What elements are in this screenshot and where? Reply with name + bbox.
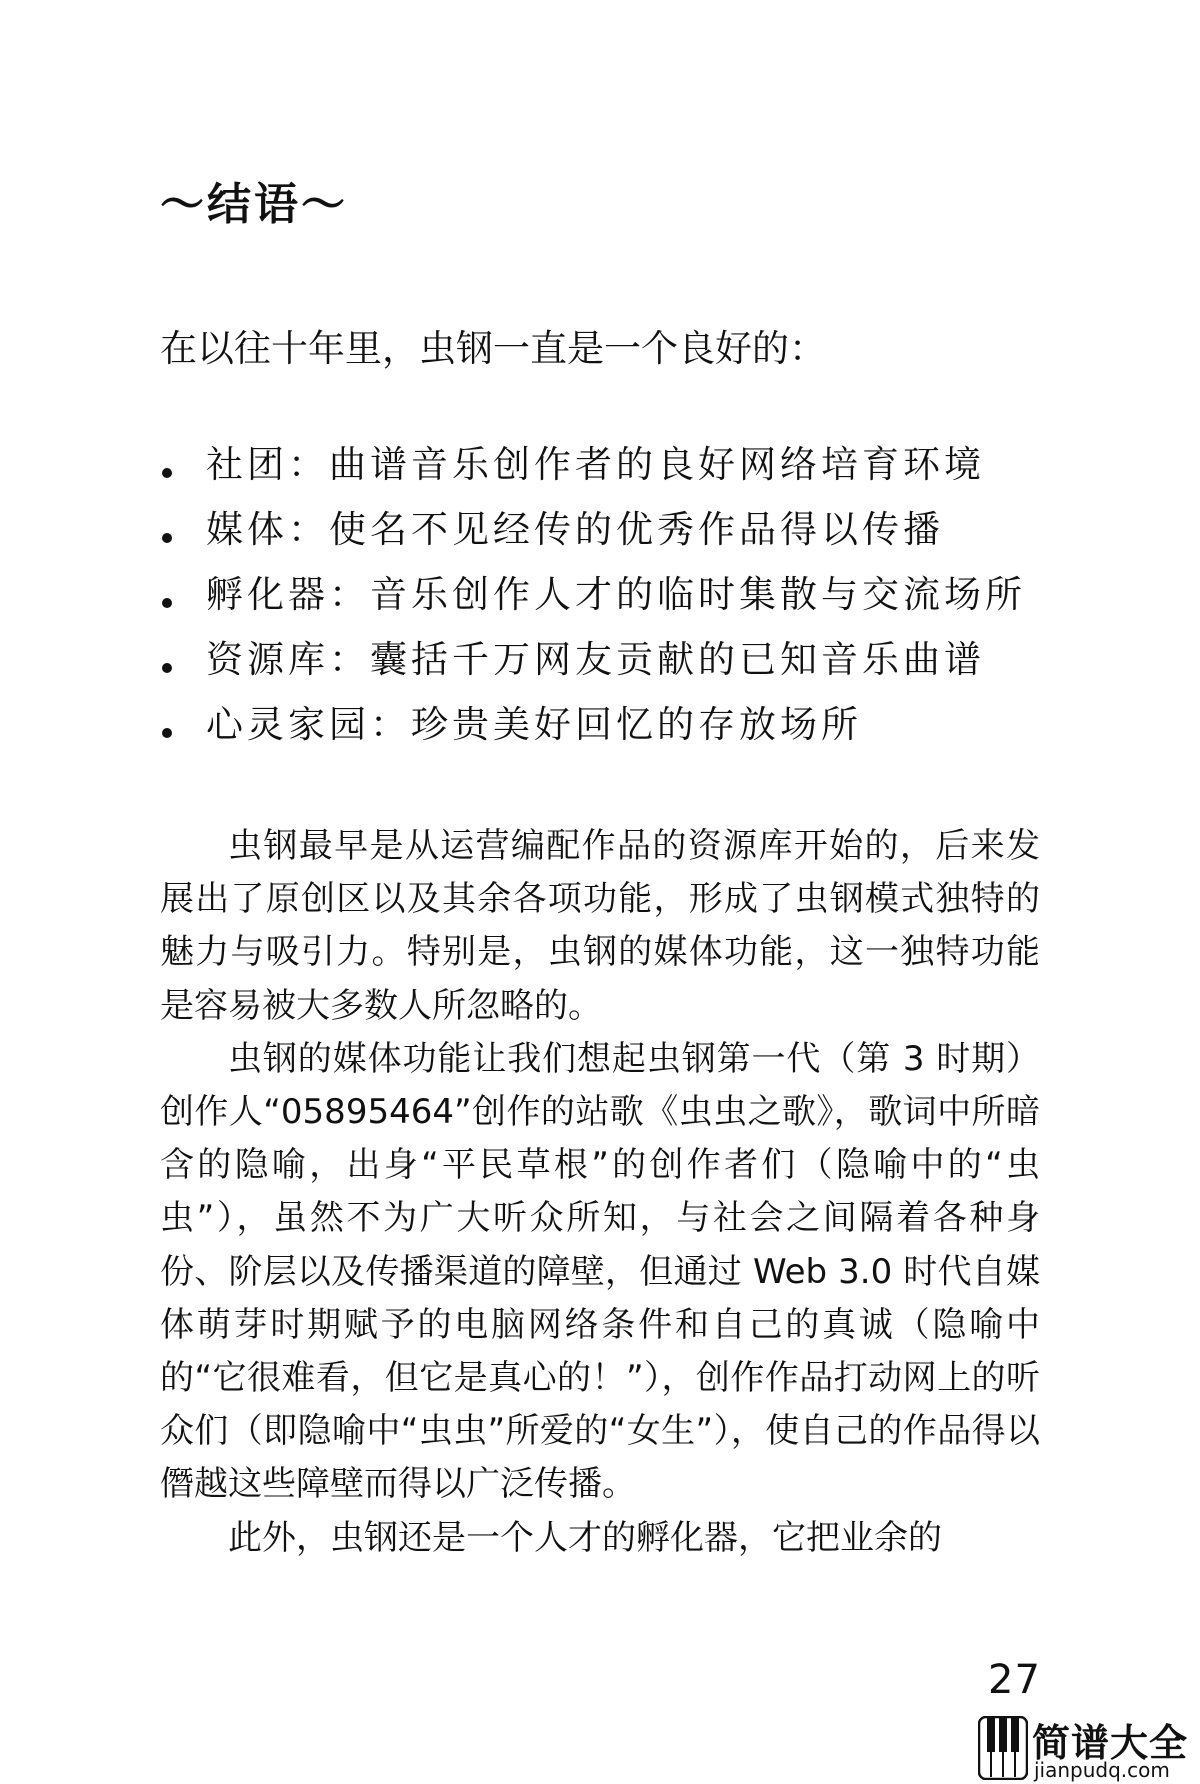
paragraph: 虫钢最早是从运营编配作品的资源库开始的，后来发展出了原创区以及其余各项功能，形成了虫钢模式独特的魅力与吸引力。特别是，虫钢的媒体功能，这一独特功能是容易被大多数人所忽略的。 xyxy=(160,826,1040,1026)
watermark-logo xyxy=(978,1714,1200,1784)
bullet-dot-icon xyxy=(162,598,172,608)
bullet-dot-icon xyxy=(162,468,172,478)
section-heading: ～结语～ xyxy=(160,179,348,230)
watermark-url: jianpudq.com xyxy=(1034,1758,1170,1782)
body-text xyxy=(160,820,1040,1565)
bullet-text: 资源库：囊括千万网友贡献的已知音乐曲谱 xyxy=(206,638,985,681)
bullet-text: 媒体：使名不见经传的优秀作品得以传播 xyxy=(206,508,944,551)
paragraph: 虫钢的媒体功能让我们想起虫钢第一代（第 3 时期）创作人“05895464”创作的站歌《虫虫之歌》，歌词中所暗含的隐喻，出身“平民草根”的创作者们（隐喻中的“虫虫”），虽然不为广大听众所知，与社会之间隔着各种身份、阶层以及传播渠道的障壁，但通过 Web 3.0 时代自媒体萌芽时期赋予的电脑网络条件和自己的真诚（隐喻中的“它很难看，但它是真心的！”），创作作品打动网上的听众们（即隐喻中“虫虫”所爱的“女生”），使自己的作品得以僭越这些障壁而得以广泛传播。 xyxy=(160,1038,1040,1505)
intro-line: 在以往十年里，虫钢一直是一个良好的： xyxy=(160,327,826,370)
bullet-item xyxy=(160,562,1060,627)
bullet-text: 孵化器：音乐创作人才的临时集散与交流场所 xyxy=(206,573,1026,616)
watermark-title: 简谱大全 xyxy=(1032,1721,1189,1765)
bullet-item xyxy=(160,692,1060,757)
bullet-dot-icon xyxy=(162,533,172,543)
bullet-item xyxy=(160,627,1060,692)
bullet-item xyxy=(160,497,1060,562)
page-number: 27 xyxy=(988,1657,1041,1703)
piano-keys-icon xyxy=(978,1716,1028,1780)
bullet-text: 心灵家园：珍贵美好回忆的存放场所 xyxy=(206,703,862,746)
bullet-dot-icon xyxy=(162,728,172,738)
paragraph: 此外，虫钢还是一个人才的孵化器，它把业余的 xyxy=(228,1517,942,1558)
bullet-item xyxy=(160,432,1060,497)
bullet-text: 社团：曲谱音乐创作者的良好网络培育环境 xyxy=(206,443,985,486)
bullet-list xyxy=(160,432,1060,757)
bullet-dot-icon xyxy=(162,663,172,673)
